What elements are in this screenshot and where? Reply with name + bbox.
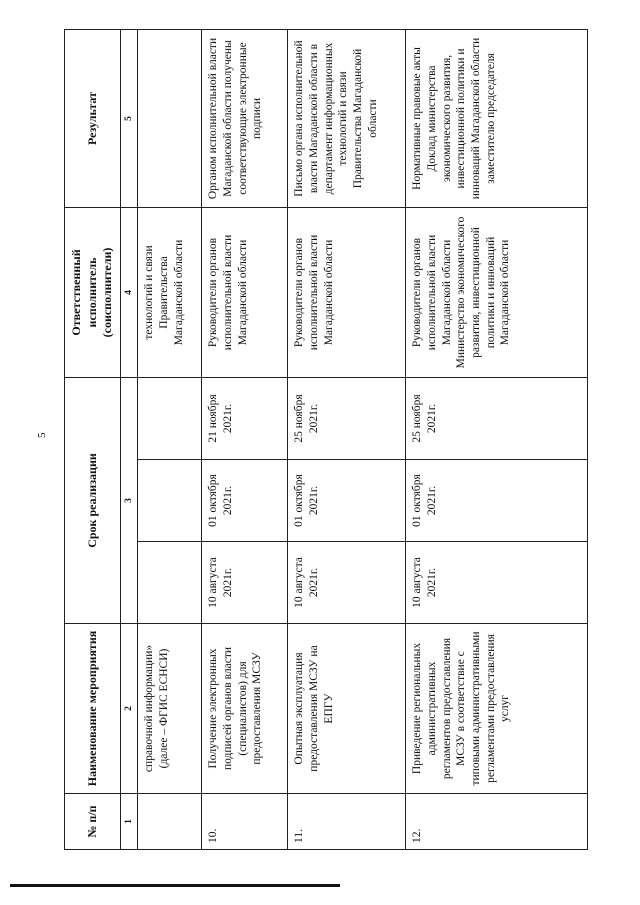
row-end: 21 ноября 2021г.: [202, 378, 288, 460]
header-executor: Ответственный исполнитель (соисполнители): [65, 208, 121, 378]
row-name: Опытная эксплуатация предоставления МСЗУ на ЕПГУ: [288, 624, 406, 794]
row-num: 11.: [288, 794, 406, 850]
row-mid: 01 октября 2021г.: [288, 460, 406, 542]
header-num: № п/п: [65, 794, 121, 850]
colnum-3: 3: [121, 378, 138, 624]
row-executor: [288, 208, 406, 378]
row-start: 10 августа 2021г.: [288, 542, 406, 624]
row-result: [406, 30, 588, 208]
colnum-1: 1: [121, 794, 138, 850]
row-result: [288, 30, 406, 208]
table-row: [406, 30, 588, 850]
row-executor: [202, 208, 288, 378]
row-result: [202, 30, 288, 208]
row-mid: [138, 460, 202, 542]
page-number: 5: [36, 432, 48, 438]
result-line: Письмо органа исполнительной власти Магаданской области в департамент информационных технологий и связи Правительства Магаданской области: [293, 40, 379, 197]
result-line: Нормативные правовые акты: [411, 47, 424, 190]
result-line: Доклад министерства экономического развития, инвестиционной политики и инноваций Магаданской области заместителю председателя: [425, 37, 497, 200]
row-end: 25 ноября 2021г.: [288, 378, 406, 460]
row-executor: [406, 208, 588, 378]
executor-line: Руководители органов исполнительной власти Магаданской области: [293, 234, 335, 351]
header-result: Результат: [65, 30, 121, 208]
column-numbers-row: [121, 30, 138, 850]
row-name: Получение электронных подписей органов власти (специалистов) для предоставления МСЗУ: [202, 624, 288, 794]
row-name: Приведение региональных административных регламентов предоставления МСЗУ в соответствие с типовыми административными регламентами предоставления услуг: [406, 624, 588, 794]
row-start: [138, 542, 202, 624]
executor-line: Магаданской области: [172, 239, 185, 346]
row-executor: [138, 208, 202, 378]
rotated-table-container: [64, 30, 584, 850]
row-num: [138, 794, 202, 850]
row-num: 10.: [202, 794, 288, 850]
table-row: [288, 30, 406, 850]
colnum-4: 4: [121, 208, 138, 378]
footer-rule: [10, 884, 340, 887]
row-num: 12.: [406, 794, 588, 850]
executor-line: технологий и связи: [143, 245, 156, 340]
result-line: Органом исполнительной власти Магаданской области получены соответствующие электронные подписи: [207, 37, 264, 200]
header-period: Срок реализации: [65, 378, 121, 624]
colnum-2: 2: [121, 624, 138, 794]
row-end: [138, 378, 202, 460]
table-row: [138, 30, 202, 850]
executor-line: Министерство экономического развития, инвестиционной политики и инноваций Магаданской области: [455, 216, 512, 369]
row-end: 25 ноября 2021г.: [406, 378, 588, 460]
header-name: Наименование мероприятия: [65, 624, 121, 794]
colnum-5: 5: [121, 30, 138, 208]
row-name: справочной информации» (далее – ФГИС ЕСНСИ): [138, 624, 202, 794]
row-mid: 01 октября 2021г.: [406, 460, 588, 542]
header-row: [65, 30, 121, 850]
executor-line: Руководители органов исполнительной власти Магаданской области: [207, 234, 249, 351]
row-start: 10 августа 2021г.: [202, 542, 288, 624]
activities-table: [64, 29, 588, 850]
executor-line: Руководители органов исполнительной власти Магаданской области: [411, 234, 453, 351]
row-start: 10 августа 2021г.: [406, 542, 588, 624]
row-result: [138, 30, 202, 208]
table-row: [202, 30, 288, 850]
row-mid: 01 октября 2021г.: [202, 460, 288, 542]
executor-line: Правительства: [157, 256, 170, 329]
